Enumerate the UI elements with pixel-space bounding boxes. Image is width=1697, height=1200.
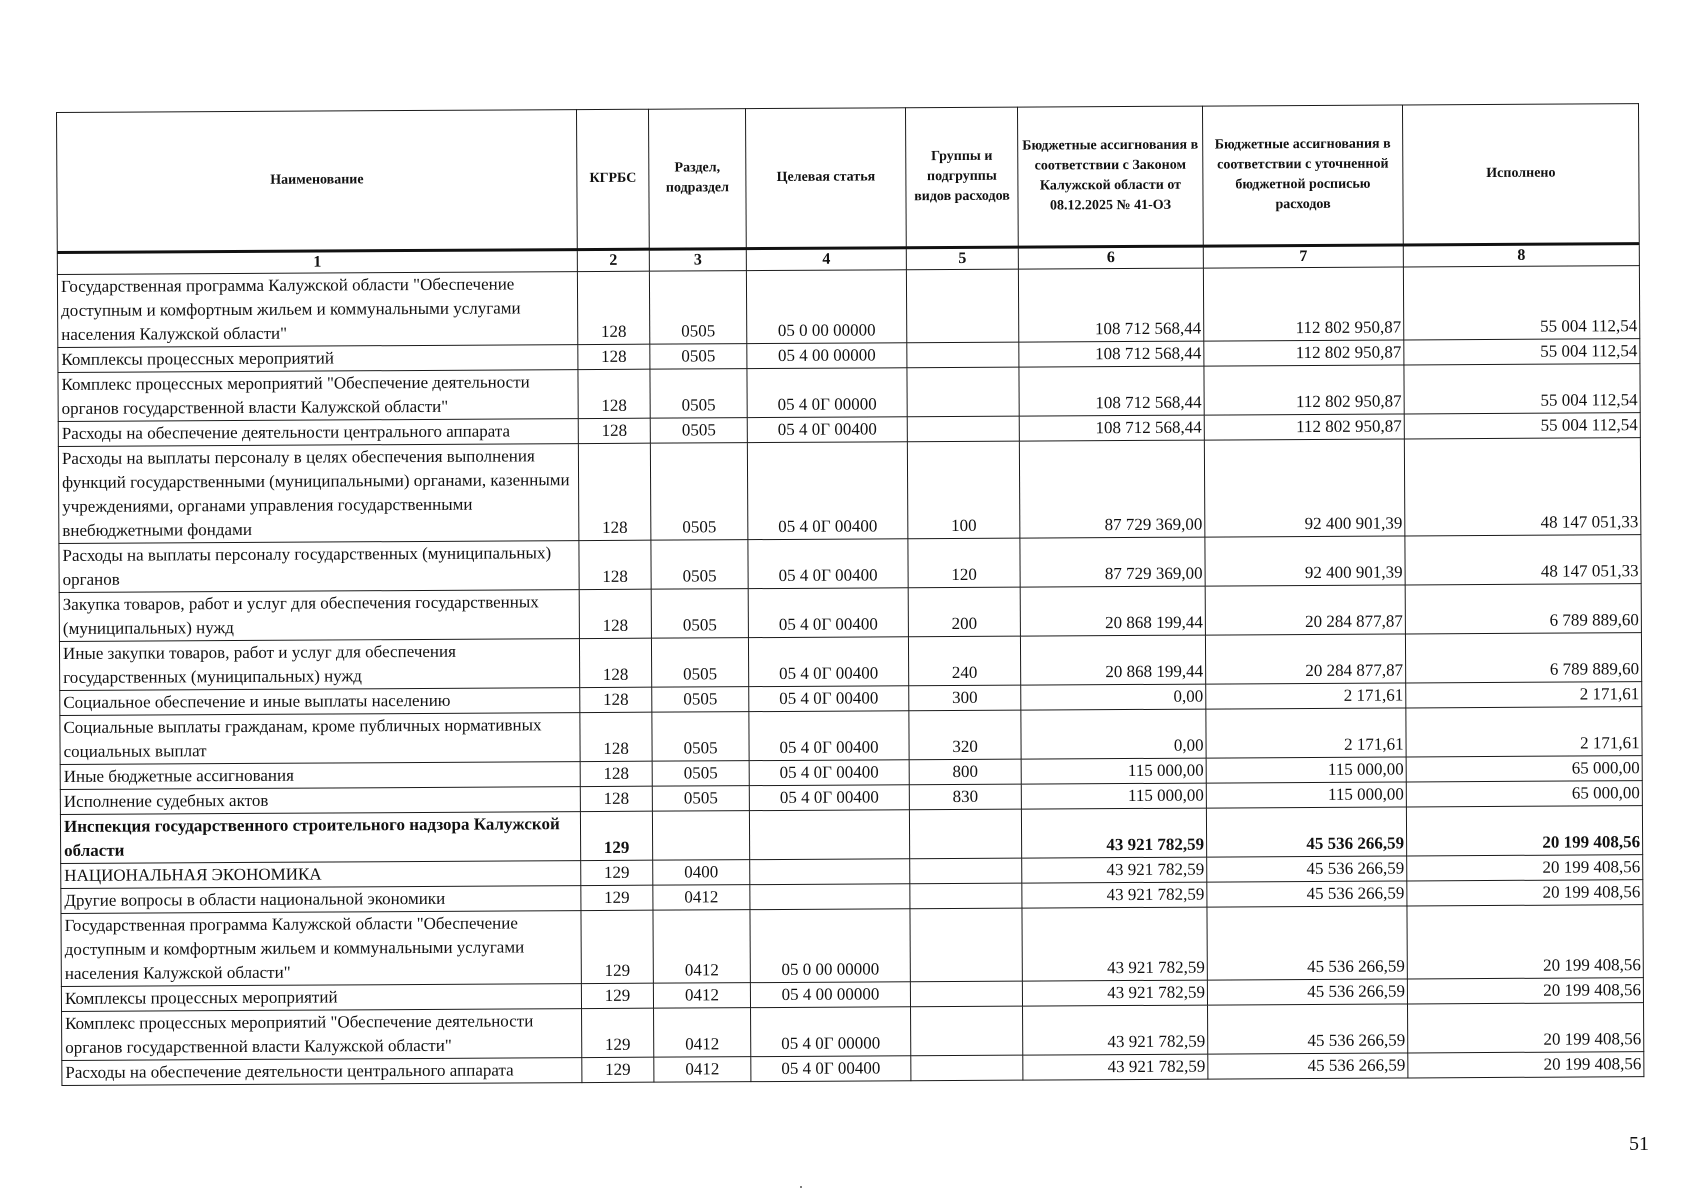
row-kgrbs: 128 bbox=[579, 638, 651, 687]
row-group bbox=[907, 367, 1019, 417]
table-row bbox=[59, 584, 1641, 642]
row-refined-amount: 112 802 950,87 bbox=[1204, 365, 1404, 415]
row-target: 05 0 00 00000 bbox=[750, 909, 910, 983]
row-executed-amount: 20 199 408,56 bbox=[1407, 855, 1643, 881]
column-number: 1 bbox=[57, 250, 577, 275]
row-refined-amount: 2 171,61 bbox=[1206, 708, 1406, 758]
row-name: НАЦИОНАЛЬНАЯ ЭКОНОМИКА bbox=[61, 861, 581, 889]
row-group bbox=[910, 883, 1022, 909]
row-target: 05 4 00 00000 bbox=[750, 982, 910, 1008]
column-number: 3 bbox=[649, 249, 746, 272]
row-executed-amount: 55 004 112,54 bbox=[1404, 364, 1640, 414]
row-law-amount: 0,00 bbox=[1021, 684, 1206, 710]
budget-table bbox=[56, 103, 1644, 1086]
column-number: 8 bbox=[1403, 244, 1639, 267]
header-refined-allocations: Бюджетные ассигнования в соответствии с уточненной бюджетной росписью расходов bbox=[1202, 105, 1403, 246]
row-name: Государственная программа Калужской области "Обеспечение доступным и комфортным жильем и коммунальными услугами населения Калужской области" bbox=[57, 272, 577, 348]
table-header bbox=[57, 104, 1640, 253]
row-group bbox=[907, 342, 1019, 368]
row-target: 05 4 0Г 00400 bbox=[749, 711, 909, 761]
row-name: Социальные выплаты гражданам, кроме публичных нормативных социальных выплат bbox=[60, 713, 580, 765]
row-section: 0505 bbox=[651, 638, 748, 688]
row-executed-amount: 20 199 408,56 bbox=[1407, 978, 1643, 1004]
row-law-amount: 43 921 782,59 bbox=[1022, 907, 1207, 981]
row-law-amount: 87 729 369,00 bbox=[1019, 440, 1205, 538]
row-group bbox=[911, 1006, 1023, 1056]
row-refined-amount: 45 536 266,59 bbox=[1207, 881, 1407, 907]
row-law-amount: 115 000,00 bbox=[1021, 758, 1206, 784]
table-row bbox=[60, 707, 1642, 765]
row-name: Расходы на выплаты персоналу государственных (муниципальных) органов bbox=[59, 541, 579, 593]
row-name: Иные закупки товаров, работ и услуг для обеспечения государственных (муниципальных) нужд bbox=[59, 639, 579, 691]
row-section: 0505 bbox=[651, 589, 748, 639]
row-section: 0412 bbox=[653, 983, 750, 1009]
row-section: 0400 bbox=[653, 860, 750, 886]
row-section: 0505 bbox=[652, 712, 749, 762]
row-law-amount: 43 921 782,59 bbox=[1021, 808, 1206, 858]
row-name: Иные бюджетные ассигнования bbox=[60, 762, 580, 790]
column-number: 2 bbox=[577, 249, 649, 271]
header-groups: Группы и подгруппы видов расходов bbox=[905, 107, 1018, 248]
row-name: Расходы на обеспечение деятельности центрального аппарата bbox=[58, 419, 578, 447]
row-law-amount: 108 712 568,44 bbox=[1019, 341, 1204, 367]
row-group bbox=[910, 908, 1022, 982]
row-group bbox=[909, 809, 1021, 859]
column-number: 5 bbox=[906, 247, 1018, 270]
row-group: 300 bbox=[909, 685, 1021, 711]
scan-speck bbox=[800, 1186, 802, 1188]
row-target bbox=[750, 859, 910, 885]
row-section: 0505 bbox=[652, 786, 749, 812]
row-group bbox=[910, 981, 1022, 1007]
row-kgrbs: 128 bbox=[580, 687, 652, 712]
row-target: 05 4 0Г 00400 bbox=[748, 539, 908, 589]
row-kgrbs: 129 bbox=[581, 983, 653, 1008]
row-target bbox=[749, 810, 909, 860]
row-refined-amount: 115 000,00 bbox=[1206, 757, 1406, 783]
row-name: Расходы на выплаты персоналу в целях обеспечения выполнения функций государственными (муниципальными) органами, казенными учреждениями, органами управления государственными внебюджетными фондами bbox=[58, 444, 579, 544]
row-group bbox=[907, 416, 1019, 442]
row-name: Другие вопросы в области национальной экономики bbox=[61, 886, 581, 914]
row-group: 240 bbox=[908, 636, 1020, 686]
row-refined-amount: 45 536 266,59 bbox=[1207, 906, 1407, 980]
row-law-amount: 115 000,00 bbox=[1021, 783, 1206, 809]
row-executed-amount: 48 147 051,33 bbox=[1404, 438, 1641, 536]
header-executed: Исполнено bbox=[1402, 104, 1639, 245]
row-name: Комплекс процессных мероприятий "Обеспечение деятельности органов государственной власти Калужской области" bbox=[62, 1009, 582, 1061]
row-executed-amount: 20 199 408,56 bbox=[1408, 1052, 1644, 1078]
row-group: 800 bbox=[909, 759, 1021, 785]
header-kgrbs: КГРБС bbox=[576, 109, 649, 249]
row-refined-amount: 45 536 266,59 bbox=[1207, 856, 1407, 882]
header-law-allocations: Бюджетные ассигнования в соответствии с Законом Калужской области от 08.12.2025 № 41-ОЗ bbox=[1017, 106, 1203, 247]
row-law-amount: 87 729 369,00 bbox=[1020, 537, 1205, 587]
row-kgrbs: 129 bbox=[581, 910, 653, 983]
table-row bbox=[61, 905, 1643, 987]
row-section: 0412 bbox=[653, 910, 750, 984]
column-number: 6 bbox=[1018, 246, 1203, 269]
row-name: Закупка товаров, работ и услуг для обеспечения государственных (муниципальных) нужд bbox=[59, 590, 579, 642]
row-kgrbs: 128 bbox=[579, 540, 651, 589]
row-target: 05 4 0Г 00400 bbox=[751, 1056, 911, 1082]
header-section: Раздел, подраздел bbox=[648, 109, 746, 250]
table-row bbox=[58, 438, 1641, 544]
row-refined-amount: 112 802 950,87 bbox=[1204, 340, 1404, 366]
row-section: 0505 bbox=[650, 344, 747, 370]
table-body bbox=[57, 244, 1644, 1086]
row-section: 0412 bbox=[654, 1057, 751, 1083]
row-name: Исполнение судебных актов bbox=[60, 787, 580, 815]
row-group: 200 bbox=[908, 587, 1020, 637]
row-target: 05 4 00 00000 bbox=[747, 343, 907, 369]
row-target: 05 4 0Г 00000 bbox=[747, 368, 907, 418]
row-refined-amount: 112 802 950,87 bbox=[1203, 267, 1403, 341]
row-section: 0505 bbox=[649, 271, 746, 345]
row-executed-amount: 20 199 408,56 bbox=[1406, 806, 1642, 856]
row-executed-amount: 55 004 112,54 bbox=[1404, 413, 1640, 439]
row-kgrbs: 128 bbox=[580, 761, 652, 786]
table-row bbox=[59, 535, 1641, 593]
row-section: 0505 bbox=[650, 443, 748, 541]
row-group bbox=[906, 269, 1018, 343]
row-name: Комплексы процессных мероприятий bbox=[58, 345, 578, 373]
row-kgrbs: 129 bbox=[581, 860, 653, 885]
row-law-amount: 20 868 199,44 bbox=[1020, 586, 1205, 636]
row-executed-amount: 65 000,00 bbox=[1406, 781, 1642, 807]
row-group: 320 bbox=[909, 710, 1021, 760]
row-target: 05 4 0Г 00400 bbox=[747, 417, 907, 443]
row-refined-amount: 112 802 950,87 bbox=[1204, 414, 1404, 440]
row-section: 0505 bbox=[652, 761, 749, 787]
row-refined-amount: 20 284 877,87 bbox=[1205, 585, 1405, 635]
row-refined-amount: 92 400 901,39 bbox=[1204, 439, 1405, 537]
table-row bbox=[60, 806, 1642, 864]
table-row bbox=[57, 266, 1639, 348]
row-executed-amount: 2 171,61 bbox=[1406, 707, 1642, 757]
row-section: 0505 bbox=[650, 418, 747, 444]
row-executed-amount: 6 789 889,60 bbox=[1405, 633, 1641, 683]
row-kgrbs: 129 bbox=[582, 1008, 654, 1057]
row-group bbox=[910, 858, 1022, 884]
row-group: 120 bbox=[908, 538, 1020, 588]
row-section: 0505 bbox=[652, 687, 749, 713]
row-refined-amount: 45 536 266,59 bbox=[1206, 807, 1406, 857]
row-section: 0412 bbox=[654, 1008, 751, 1058]
row-refined-amount: 115 000,00 bbox=[1206, 782, 1406, 808]
row-refined-amount: 20 284 877,87 bbox=[1205, 634, 1405, 684]
table-row bbox=[62, 1003, 1644, 1061]
table-row bbox=[59, 633, 1641, 691]
row-law-amount: 108 712 568,44 bbox=[1019, 415, 1204, 441]
row-group: 830 bbox=[909, 784, 1021, 810]
row-target: 05 0 00 00000 bbox=[746, 270, 906, 344]
row-target: 05 4 0Г 00400 bbox=[748, 588, 908, 638]
row-law-amount: 43 921 782,59 bbox=[1022, 857, 1207, 883]
row-kgrbs: 128 bbox=[578, 443, 651, 540]
row-target: 05 4 0Г 00400 bbox=[747, 442, 908, 540]
table-row bbox=[58, 364, 1640, 422]
row-kgrbs: 128 bbox=[578, 369, 650, 418]
row-name: Расходы на обеспечение деятельности центрального аппарата bbox=[62, 1058, 582, 1086]
row-target: 05 4 0Г 00000 bbox=[751, 1007, 911, 1057]
row-executed-amount: 20 199 408,56 bbox=[1407, 905, 1643, 979]
row-target bbox=[750, 884, 910, 910]
row-name: Комплексы процессных мероприятий bbox=[61, 984, 581, 1012]
row-executed-amount: 55 004 112,54 bbox=[1403, 266, 1639, 340]
row-target: 05 4 0Г 00400 bbox=[749, 785, 909, 811]
row-law-amount: 43 921 782,59 bbox=[1022, 980, 1207, 1006]
row-law-amount: 43 921 782,59 bbox=[1022, 882, 1207, 908]
row-law-amount: 43 921 782,59 bbox=[1023, 1005, 1208, 1055]
header-name: Наименование bbox=[57, 110, 578, 253]
row-refined-amount: 45 536 266,59 bbox=[1207, 979, 1407, 1005]
row-target: 05 4 0Г 00400 bbox=[748, 637, 908, 687]
row-section bbox=[652, 811, 749, 861]
row-target: 05 4 0Г 00400 bbox=[749, 686, 909, 712]
row-refined-amount: 92 400 901,39 bbox=[1205, 536, 1405, 586]
row-section: 0505 bbox=[651, 540, 748, 590]
header-target: Целевая статья bbox=[745, 108, 906, 249]
page-number: 51 bbox=[1629, 1133, 1649, 1155]
row-executed-amount: 20 199 408,56 bbox=[1407, 880, 1643, 906]
row-refined-amount: 45 536 266,59 bbox=[1208, 1053, 1408, 1079]
row-law-amount: 0,00 bbox=[1021, 709, 1206, 759]
row-kgrbs: 128 bbox=[578, 344, 650, 369]
row-kgrbs: 128 bbox=[580, 786, 652, 811]
row-law-amount: 43 921 782,59 bbox=[1023, 1054, 1208, 1080]
row-law-amount: 108 712 568,44 bbox=[1018, 268, 1203, 342]
column-number: 4 bbox=[746, 248, 906, 271]
budget-table-sheet bbox=[56, 103, 1643, 1086]
row-name: Комплекс процессных мероприятий "Обеспечение деятельности органов государственной власти Калужской области" bbox=[58, 370, 578, 422]
row-kgrbs: 129 bbox=[582, 1057, 654, 1082]
row-executed-amount: 2 171,61 bbox=[1406, 682, 1642, 708]
row-executed-amount: 65 000,00 bbox=[1406, 756, 1642, 782]
row-law-amount: 108 712 568,44 bbox=[1019, 366, 1204, 416]
row-kgrbs: 128 bbox=[580, 712, 652, 761]
row-target: 05 4 0Г 00400 bbox=[749, 760, 909, 786]
row-law-amount: 20 868 199,44 bbox=[1020, 635, 1205, 685]
row-name: Социальное обеспечение и иные выплаты населению bbox=[60, 688, 580, 716]
row-executed-amount: 48 147 051,33 bbox=[1405, 535, 1641, 585]
row-name: Инспекция государственного строительного надзора Калужской области bbox=[60, 812, 580, 864]
row-kgrbs: 129 bbox=[580, 811, 652, 860]
row-refined-amount: 45 536 266,59 bbox=[1208, 1004, 1408, 1054]
row-executed-amount: 55 004 112,54 bbox=[1404, 339, 1640, 365]
row-name: Государственная программа Калужской области "Обеспечение доступным и комфортным жильем и коммунальными услугами населения Калужской области" bbox=[61, 911, 581, 987]
row-section: 0412 bbox=[653, 885, 750, 911]
row-executed-amount: 20 199 408,56 bbox=[1408, 1003, 1644, 1053]
row-kgrbs: 129 bbox=[581, 885, 653, 910]
row-kgrbs: 128 bbox=[577, 271, 649, 344]
row-group bbox=[911, 1055, 1023, 1081]
column-number: 7 bbox=[1203, 245, 1403, 268]
row-refined-amount: 2 171,61 bbox=[1206, 683, 1406, 709]
row-group: 100 bbox=[907, 441, 1020, 539]
row-kgrbs: 128 bbox=[578, 418, 650, 443]
row-executed-amount: 6 789 889,60 bbox=[1405, 584, 1641, 634]
row-kgrbs: 128 bbox=[579, 589, 651, 638]
row-section: 0505 bbox=[650, 369, 747, 419]
